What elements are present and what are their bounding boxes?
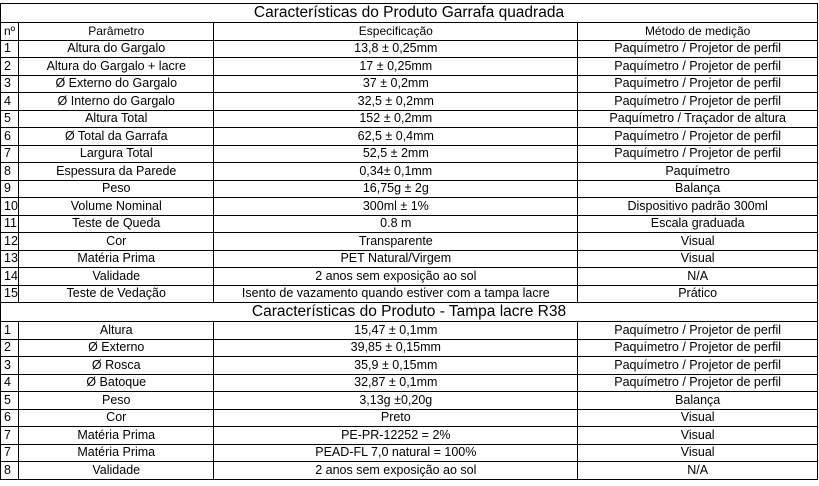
cell-n: 7 [1, 444, 19, 462]
cell-metodo: Balança [578, 392, 818, 410]
table-row [1, 250, 818, 268]
cell-n: 3 [1, 357, 19, 375]
cell-especificacao: 300ml ± 1% [214, 198, 578, 216]
cell-parametro: Teste de Queda [19, 215, 214, 233]
cell-especificacao: 15,47 ± 0,1mm [214, 322, 578, 340]
cell-parametro: Altura do Gargalo [19, 40, 214, 58]
cell-especificacao: 152 ± 0,2mm [214, 110, 578, 128]
cell-n: 2 [1, 339, 19, 357]
table-row [1, 322, 818, 340]
cell-metodo: Visual [578, 233, 818, 251]
cell-n: 7 [1, 427, 19, 445]
cell-parametro: Teste de Vedação [19, 285, 214, 303]
cell-parametro: Altura Total [19, 110, 214, 128]
cell-n: 6 [1, 128, 19, 146]
cell-n: 1 [1, 322, 19, 340]
cell-n: 7 [1, 145, 19, 163]
section1-title: Características do Produto Garrafa quadrada [1, 4, 818, 23]
cell-parametro: Largura Total [19, 145, 214, 163]
cell-metodo: Paquímetro / Projetor de perfil [578, 40, 818, 58]
cell-parametro: Ø Rosca [19, 357, 214, 375]
cell-parametro: Ø Batoque [19, 374, 214, 392]
cell-n: 3 [1, 75, 19, 93]
header-row [1, 23, 818, 41]
cell-parametro: Ø Externo do Gargalo [19, 75, 214, 93]
cell-especificacao: 39,85 ± 0,15mm [214, 339, 578, 357]
table-row [1, 58, 818, 76]
cell-especificacao: PE-PR-12252 = 2% [214, 427, 578, 445]
cell-n: 8 [1, 462, 19, 480]
header-metodo: Método de medição [578, 23, 818, 41]
cell-n: 10 [1, 198, 19, 216]
cell-parametro: Altura [19, 322, 214, 340]
cell-especificacao: 13,8 ± 0,25mm [214, 40, 578, 58]
header-n: nº [1, 23, 19, 41]
table-row [1, 145, 818, 163]
cell-n: 5 [1, 110, 19, 128]
cell-especificacao: PET Natural/Virgem [214, 250, 578, 268]
cell-n: 5 [1, 392, 19, 410]
cell-metodo: Paquímetro / Traçador de altura [578, 110, 818, 128]
cell-n: 15 [1, 285, 19, 303]
cell-n: 12 [1, 233, 19, 251]
table-row [1, 180, 818, 198]
table-row [1, 268, 818, 286]
cell-metodo: Paquímetro / Projetor de perfil [578, 357, 818, 375]
cell-metodo: Visual [578, 444, 818, 462]
cell-metodo: Paquímetro / Projetor de perfil [578, 128, 818, 146]
cell-parametro: Ø Total da Garrafa [19, 128, 214, 146]
table-row [1, 444, 818, 462]
cell-especificacao: Transparente [214, 233, 578, 251]
cell-especificacao: Isento de vazamento quando estiver com a tampa lacre [214, 285, 578, 303]
cell-metodo: Paquímetro / Projetor de perfil [578, 145, 818, 163]
cell-especificacao: PEAD-FL 7,0 natural = 100% [214, 444, 578, 462]
cell-especificacao: 35,9 ± 0,15mm [214, 357, 578, 375]
table-row [1, 93, 818, 111]
cell-n: 2 [1, 58, 19, 76]
table-row [1, 339, 818, 357]
cell-especificacao: 2 anos sem exposição ao sol [214, 462, 578, 480]
cell-especificacao: 3,13g ±0,20g [214, 392, 578, 410]
cell-metodo: Visual [578, 427, 818, 445]
cell-metodo: Paquímetro / Projetor de perfil [578, 93, 818, 111]
table-row [1, 163, 818, 181]
cell-especificacao: 32,87 ± 0,1mm [214, 374, 578, 392]
cell-n: 14 [1, 268, 19, 286]
cell-parametro: Peso [19, 180, 214, 198]
cell-parametro: Cor [19, 409, 214, 427]
table-row [1, 128, 818, 146]
cell-metodo: Paquímetro [578, 163, 818, 181]
table-row [1, 392, 818, 410]
cell-metodo: Prático [578, 285, 818, 303]
table-row [1, 357, 818, 375]
cell-parametro: Ø Externo [19, 339, 214, 357]
cell-metodo: N/A [578, 462, 818, 480]
cell-metodo: Paquímetro / Projetor de perfil [578, 75, 818, 93]
section2-title: Características do Produto - Tampa lacre R38 [1, 303, 818, 322]
cell-n: 11 [1, 215, 19, 233]
cell-parametro: Cor [19, 233, 214, 251]
cell-n: 8 [1, 163, 19, 181]
cell-metodo: N/A [578, 268, 818, 286]
cell-metodo: Visual [578, 250, 818, 268]
cell-parametro: Espessura da Parede [19, 163, 214, 181]
table-row [1, 374, 818, 392]
cell-parametro: Volume Nominal [19, 198, 214, 216]
cell-especificacao: Preto [214, 409, 578, 427]
cell-metodo: Visual [578, 409, 818, 427]
section2-title-row [1, 303, 818, 322]
cell-especificacao: 37 ± 0,2mm [214, 75, 578, 93]
cell-especificacao: 52,5 ± 2mm [214, 145, 578, 163]
table-row [1, 285, 818, 303]
cell-metodo: Paquímetro / Projetor de perfil [578, 322, 818, 340]
cell-parametro: Matéria Prima [19, 250, 214, 268]
table-row [1, 233, 818, 251]
cell-metodo: Paquímetro / Projetor de perfil [578, 58, 818, 76]
cell-parametro: Matéria Prima [19, 427, 214, 445]
cell-metodo: Dispositivo padrão 300ml [578, 198, 818, 216]
cell-especificacao: 62,5 ± 0,4mm [214, 128, 578, 146]
cell-n: 9 [1, 180, 19, 198]
cell-especificacao: 2 anos sem exposição ao sol [214, 268, 578, 286]
cell-n: 1 [1, 40, 19, 58]
section1-title-row [1, 4, 818, 23]
table-row [1, 427, 818, 445]
table-row [1, 198, 818, 216]
cell-metodo: Paquímetro / Projetor de perfil [578, 339, 818, 357]
header-parametro: Parâmetro [19, 23, 214, 41]
table-row [1, 215, 818, 233]
cell-especificacao: 16,75g ± 2g [214, 180, 578, 198]
cell-n: 4 [1, 93, 19, 111]
table-row [1, 409, 818, 427]
cell-parametro: Ø Interno do Gargalo [19, 93, 214, 111]
cell-metodo: Balança [578, 180, 818, 198]
cell-especificacao: 0,34± 0,1mm [214, 163, 578, 181]
cell-parametro: Validade [19, 462, 214, 480]
cell-n: 13 [1, 250, 19, 268]
cell-parametro: Validade [19, 268, 214, 286]
cell-metodo: Paquímetro / Projetor de perfil [578, 374, 818, 392]
cell-especificacao: 17 ± 0,25mm [214, 58, 578, 76]
cell-n: 6 [1, 409, 19, 427]
cell-especificacao: 0.8 m [214, 215, 578, 233]
cell-metodo: Escala graduada [578, 215, 818, 233]
spec-table [0, 3, 818, 480]
cell-parametro: Altura do Gargalo + lacre [19, 58, 214, 76]
cell-n: 4 [1, 374, 19, 392]
table-row [1, 462, 818, 480]
cell-parametro: Matéria Prima [19, 444, 214, 462]
header-especificacao: Especificação [214, 23, 578, 41]
table-row [1, 40, 818, 58]
cell-especificacao: 32,5 ± 0,2mm [214, 93, 578, 111]
table-row [1, 75, 818, 93]
cell-parametro: Peso [19, 392, 214, 410]
table-row [1, 110, 818, 128]
